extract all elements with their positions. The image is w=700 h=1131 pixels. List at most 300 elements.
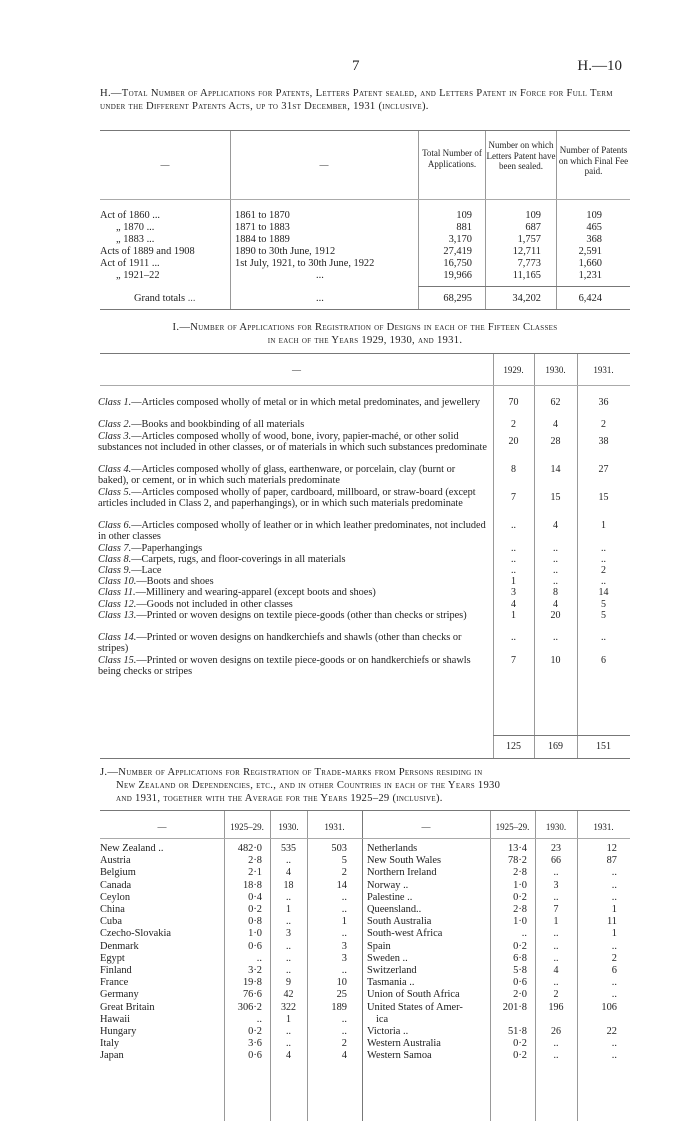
average-1925-29: 2·1 — [248, 867, 262, 879]
country-name: Cuba — [100, 916, 122, 928]
value-1930: .. — [286, 916, 291, 928]
design-class-number: Class 10. — [98, 576, 137, 588]
total-applications: 16,750 — [443, 258, 472, 269]
design-class-description: —Printed or woven designs on textile piece-goods or on handkerchiefs or shawls being checks or stripes — [98, 654, 471, 677]
letters-patent-sealed: 109 — [525, 210, 541, 221]
grand-total-sealed: 34,202 — [512, 293, 541, 304]
letters-patent-sealed: 687 — [525, 222, 541, 233]
value-1931: .. — [341, 965, 347, 976]
table-h-col-sealed: Number on which Letters Patent have been sealed. — [486, 140, 556, 171]
value-1929: .. — [511, 565, 516, 576]
value-1931: .. — [601, 632, 606, 644]
design-class-description: —Printed or woven designs on textile piece-goods (other than checks or stripes) — [136, 609, 467, 621]
table-h-total-rule — [418, 286, 630, 287]
value-1930: .. — [553, 1050, 559, 1062]
section-i-title: I.—Number of Applications for Registration of Designs in each of the Fifteen Classes — [172, 322, 558, 333]
section-j-title-line2: New Zealand or Dependencies, etc., and in other Countries in each of the Years 1930 — [116, 780, 501, 791]
section-i-subtitle: in each of the Years 1929, 1930, and 1931. — [267, 335, 463, 346]
average-1925-29: .. — [256, 952, 262, 964]
table-i-total-1930: 169 — [548, 741, 563, 752]
table-h-col-dash: — — [319, 160, 329, 170]
table-i-total-rule — [493, 735, 630, 736]
value-1930: .. — [286, 940, 291, 952]
value-1931: .. — [341, 928, 347, 940]
country-name: Germany — [100, 989, 139, 1001]
value-1931: 38 — [598, 435, 609, 447]
country-name: Switzerland — [367, 965, 417, 976]
total-applications: 109 — [456, 210, 472, 221]
country-name: Japan — [100, 1050, 124, 1062]
act-period: 1884 to 1889 — [235, 234, 290, 245]
value-1930: .. — [553, 867, 559, 879]
country-name: Denmark — [100, 940, 139, 952]
act-name: „ 1870 ... — [116, 222, 155, 233]
grand-totals-period: ... — [316, 293, 324, 304]
value-1929: 20 — [508, 435, 519, 447]
value-1931: 1 — [611, 904, 617, 915]
table-h-col-total: Total Number of Applications. — [422, 148, 482, 169]
value-1931: 3 — [341, 940, 347, 952]
value-1931: 2 — [601, 565, 606, 576]
average-1925-29: .. — [256, 1013, 262, 1025]
design-class-row — [98, 554, 488, 565]
average-1925-29: 2·8 — [513, 904, 527, 915]
value-1930: .. — [553, 632, 558, 644]
value-1930: 196 — [548, 1001, 564, 1013]
country-name: Great Britain — [100, 1001, 155, 1013]
design-class-description: —Articles composed wholly of wood, bone, ivory, papier-maché, or other solid substances not included in other classes, or of materials in which such substances predominate — [98, 430, 487, 453]
average-1925-29: 482·0 — [237, 843, 262, 854]
table-j-col-avg: 1925–29. — [230, 822, 264, 832]
design-class-row — [98, 431, 488, 465]
value-1931: .. — [601, 576, 606, 588]
value-1931: 4 — [341, 1050, 347, 1062]
value-1930: 322 — [281, 1001, 296, 1013]
value-1930: .. — [286, 952, 291, 964]
final-fee-paid: 465 — [586, 222, 602, 233]
act-name: Acts of 1889 and 1908 — [100, 246, 195, 257]
value-1930: 4 — [286, 867, 291, 879]
final-fee-paid: 368 — [586, 234, 602, 245]
value-1930: 66 — [551, 855, 561, 867]
act-name: Act of 1860 ... — [100, 210, 161, 221]
design-class-row — [98, 419, 488, 430]
average-1925-29: 51·8 — [507, 1026, 527, 1037]
value-1931: .. — [611, 940, 617, 952]
country-name: South-west Africa — [367, 928, 443, 940]
design-class-description: —Boots and shoes — [136, 576, 214, 588]
table-i-top-rule — [100, 353, 630, 354]
design-class-number: Class 15. — [98, 654, 137, 666]
value-1931: 11 — [606, 916, 617, 928]
table-j-col-dash: — — [157, 822, 167, 832]
design-class-number: Class 8. — [98, 553, 132, 565]
value-1930: .. — [553, 891, 559, 903]
country-name: Finland — [100, 965, 132, 976]
table-i-bottom-rule — [100, 758, 630, 759]
average-1925-29: 19·8 — [242, 977, 262, 989]
value-1930: .. — [553, 928, 559, 940]
value-1930: 20 — [550, 609, 561, 621]
design-class-number: Class 2. — [98, 419, 132, 431]
design-class-number: Class 9. — [98, 565, 132, 576]
value-1930: 10 — [550, 654, 561, 666]
value-1931: 10 — [336, 977, 347, 989]
table-j-col-avg-right: 1925–29. — [495, 822, 530, 832]
value-1930: .. — [286, 891, 291, 903]
value-1930: 4 — [286, 1050, 291, 1062]
total-applications: 19,966 — [443, 270, 472, 281]
average-1925-29: 78·2 — [507, 855, 527, 867]
value-1930: .. — [553, 952, 559, 964]
table-i-col-1931: 1931. — [593, 365, 614, 375]
country-name: Hawaii — [100, 1013, 131, 1025]
design-class-description: —Articles composed wholly of glass, earthenware, or porcelain, clay (burnt or baked), or cement, or in which such materials predominate — [98, 464, 456, 487]
average-1925-29: 18·8 — [242, 879, 262, 891]
value-1931: .. — [341, 1013, 347, 1025]
average-1925-29: 0·2 — [513, 1050, 527, 1062]
value-1930: 15 — [550, 491, 561, 503]
value-1930: 3 — [286, 928, 291, 940]
average-1925-29: 13·4 — [507, 843, 527, 854]
value-1930: 1 — [553, 916, 559, 928]
value-1931: 2 — [601, 419, 606, 431]
average-1925-29: 0·2 — [248, 1026, 262, 1037]
value-1930: 18 — [283, 879, 294, 891]
value-1930: 535 — [281, 843, 296, 854]
table-j-divider — [362, 811, 363, 1121]
country-name: Palestine .. — [367, 891, 413, 903]
value-1929: 1 — [511, 609, 516, 621]
average-1925-29: 76·6 — [242, 989, 262, 1001]
value-1931: .. — [611, 1038, 617, 1050]
country-name: Western Australia — [367, 1038, 441, 1050]
design-class-number: Class 6. — [98, 520, 132, 532]
country-name: Northern Ireland — [367, 867, 437, 879]
value-1930: 3 — [553, 879, 559, 891]
grand-totals-label: Grand totals ... — [134, 293, 196, 304]
value-1929: .. — [511, 632, 516, 644]
value-1929: 2 — [511, 419, 516, 431]
design-class-description: —Paperhangings — [131, 542, 203, 554]
final-fee-paid: 1,660 — [578, 258, 602, 269]
value-1930: 4 — [553, 965, 559, 976]
value-1930: .. — [553, 576, 558, 588]
value-1929: 4 — [511, 598, 516, 610]
value-1930: 4 — [553, 520, 558, 532]
design-class-row — [98, 487, 488, 521]
value-1930: .. — [553, 542, 558, 554]
value-1930: .. — [286, 855, 291, 867]
average-1925-29: 1·0 — [248, 928, 262, 940]
value-1930: 8 — [553, 587, 558, 599]
value-1931: 5 — [601, 609, 606, 621]
value-1931: 5 — [601, 598, 606, 610]
design-class-number: Class 11. — [98, 587, 136, 599]
value-1931: 6 — [611, 965, 617, 976]
act-period: 1861 to 1870 — [235, 210, 290, 221]
value-1930: 14 — [550, 464, 561, 476]
value-1931: 3 — [341, 952, 347, 964]
table-h-bottom-rule — [100, 309, 630, 310]
value-1931: 189 — [331, 1001, 347, 1013]
country-name: United States of Amer- — [367, 1001, 463, 1013]
value-1931: 36 — [598, 397, 609, 408]
value-1930: 62 — [550, 397, 561, 408]
act-name: „ 1921–22 — [116, 270, 160, 281]
value-1931: .. — [601, 542, 606, 554]
average-1925-29: 1·0 — [513, 916, 527, 928]
value-1930: .. — [286, 1026, 291, 1037]
table-i-total-1929: 125 — [506, 741, 521, 752]
average-1925-29: 6·8 — [513, 952, 527, 964]
average-1925-29: 0·2 — [513, 1038, 527, 1050]
act-name: Act of 1911 ... — [100, 258, 160, 269]
value-1930: .. — [286, 965, 291, 976]
country-name: Netherlands — [367, 843, 418, 854]
country-name: Ceylon — [100, 891, 131, 903]
design-class-description: —Books and bookbinding of all materials — [131, 419, 305, 431]
table-i-header-rule — [100, 385, 630, 386]
design-class-description: —Printed or woven designs on handkerchiefs and shawls (other than checks or stripes) — [98, 632, 462, 655]
design-class-row — [98, 576, 488, 587]
design-class-row — [98, 565, 488, 576]
value-1930: .. — [553, 940, 559, 952]
value-1931: 22 — [606, 1026, 617, 1037]
design-class-row — [98, 655, 488, 677]
design-class-number: Class 14. — [98, 632, 137, 644]
table-i-col-dash: — — [292, 365, 301, 375]
country-name: South Australia — [367, 916, 432, 928]
total-applications: 881 — [456, 222, 472, 233]
country-name: Hungary — [100, 1026, 137, 1037]
value-1931: 2 — [341, 867, 347, 879]
value-1931: .. — [341, 904, 347, 915]
country-name: Canada — [100, 879, 132, 891]
letters-patent-sealed: 11,165 — [512, 270, 541, 281]
design-class-number: Class 5. — [98, 486, 132, 498]
design-class-number: Class 13. — [98, 609, 137, 621]
total-applications: 27,419 — [443, 246, 472, 257]
average-1925-29: 0·2 — [513, 940, 527, 952]
value-1931: .. — [611, 879, 617, 891]
section-h-title: H.—Total Number of Applications for Patents, Letters Patent sealed, and Letters Patent in Force for Full Term under the Different Patents Acts, up to 31st December, 1931 (inclusive). — [100, 88, 613, 112]
average-1925-29: 0·6 — [513, 977, 527, 989]
page-number: 7 — [352, 58, 360, 74]
value-1930: .. — [286, 1038, 291, 1050]
design-class-row — [98, 397, 488, 419]
value-1931: 14 — [598, 587, 609, 599]
average-1925-29: 2·8 — [513, 867, 527, 879]
design-class-row — [98, 520, 488, 542]
section-j-title: J.—Number of Applications for Registration of Trade-marks from Persons residing in — [100, 767, 483, 778]
table-i-col-1930: 1930. — [545, 365, 566, 375]
design-class-row — [98, 587, 488, 598]
country-name: New South Wales — [367, 855, 442, 867]
final-fee-paid: 1,231 — [578, 270, 602, 281]
average-1925-29: 3·6 — [248, 1038, 262, 1050]
value-1931: .. — [341, 1026, 347, 1037]
country-name: Queensland.. — [367, 904, 422, 915]
average-1925-29: 0·6 — [248, 940, 262, 952]
grand-total-applications: 68,295 — [443, 293, 472, 304]
design-class-description: —Carpets, rugs, and floor-coverings in all materials — [131, 553, 346, 565]
table-j-header-rule — [100, 838, 630, 839]
value-1931: 106 — [601, 1001, 617, 1013]
average-1925-29: 2·0 — [513, 989, 527, 1001]
country-name: Spain — [367, 940, 391, 952]
act-period: 1890 to 30th June, 1912 — [235, 246, 336, 257]
average-1925-29: 0·6 — [248, 1050, 262, 1062]
country-name: France — [100, 977, 129, 989]
table-h-col-dash: — — [160, 160, 170, 170]
country-name: ica — [376, 1013, 389, 1025]
value-1931: .. — [611, 891, 617, 903]
average-1925-29: 3·2 — [248, 965, 262, 976]
value-1931: 27 — [598, 464, 609, 476]
value-1930: 1 — [286, 904, 291, 915]
table-j-top-rule — [100, 810, 630, 811]
design-class-description: —Millinery and wearing-apparel (except boots and shoes) — [135, 587, 376, 599]
letters-patent-sealed: 12,711 — [512, 246, 541, 257]
value-1931: 2 — [611, 952, 617, 964]
grand-total-final: 6,424 — [578, 293, 602, 304]
design-class-description: —Articles composed wholly of metal or in which metal predominates, and jewellery — [131, 397, 481, 408]
value-1931: 12 — [606, 843, 617, 854]
design-class-number: Class 4. — [98, 464, 132, 476]
average-1925-29: 0·4 — [248, 891, 262, 903]
table-j-col-1930: 1930. — [278, 822, 299, 832]
average-1925-29: 0·2 — [513, 891, 527, 903]
table-i-col-1929: 1929. — [503, 365, 524, 375]
value-1929: .. — [511, 542, 516, 554]
value-1930: .. — [553, 977, 559, 989]
value-1930: 4 — [553, 598, 558, 610]
value-1931: .. — [611, 989, 617, 1001]
value-1931: 14 — [336, 879, 347, 891]
country-name: Union of South Africa — [367, 989, 460, 1001]
value-1930: 42 — [283, 989, 294, 1001]
country-name: Egypt — [100, 952, 125, 964]
country-name: Czecho-Slovakia — [100, 928, 171, 940]
table-j-col-1930-right: 1930. — [545, 822, 567, 832]
value-1930: .. — [553, 565, 558, 576]
total-applications: 3,170 — [448, 234, 472, 245]
table-h-top-rule — [100, 130, 630, 131]
country-name: Norway .. — [367, 879, 409, 891]
value-1929: 8 — [511, 464, 516, 476]
table-h-col-final: Number of Patents on which Final Fee paid. — [558, 145, 629, 176]
act-name: „ 1883 ... — [116, 234, 155, 245]
design-class-number: Class 3. — [98, 430, 132, 442]
value-1931: 503 — [331, 843, 347, 854]
value-1930: 9 — [286, 977, 291, 989]
value-1929: 3 — [511, 587, 516, 599]
value-1931: 5 — [341, 855, 347, 867]
act-period: 1st July, 1921, to 30th June, 1922 — [235, 258, 375, 269]
value-1931: 6 — [601, 654, 606, 666]
country-name: Tasmania .. — [367, 977, 415, 989]
design-class-row — [98, 464, 488, 486]
value-1930: 1 — [286, 1013, 291, 1025]
value-1930: 2 — [553, 989, 559, 1001]
design-class-description: —Articles composed wholly of paper, cardboard, millboard, or straw-board (except articles included in Class 2, and paperhangings), or in which such materials predominate — [98, 486, 476, 509]
letters-patent-sealed: 7,773 — [517, 258, 541, 269]
value-1931: .. — [341, 891, 347, 903]
average-1925-29: 2·8 — [248, 855, 262, 867]
design-class-description: —Goods not included in other classes — [136, 598, 293, 610]
value-1931: .. — [611, 977, 617, 989]
value-1929: .. — [511, 520, 516, 532]
value-1929: 7 — [511, 491, 516, 503]
value-1930: 4 — [553, 419, 558, 431]
value-1931: 25 — [336, 989, 347, 1001]
value-1931: 15 — [598, 491, 609, 503]
letters-patent-sealed: 1,757 — [517, 234, 541, 245]
final-fee-paid: 2,591 — [578, 246, 602, 257]
table-j-col-1931-right: 1931. — [593, 822, 614, 832]
act-period: 1871 to 1883 — [235, 222, 290, 233]
table-i-total-1931: 151 — [596, 741, 611, 752]
country-name: Austria — [100, 855, 131, 867]
design-class-row — [98, 632, 488, 654]
value-1929: 7 — [511, 654, 516, 666]
country-name: Sweden .. — [367, 952, 408, 964]
value-1930: .. — [553, 1038, 559, 1050]
value-1930: 28 — [550, 435, 561, 447]
design-class-number: Class 1. — [98, 397, 132, 408]
final-fee-paid: 109 — [586, 210, 602, 221]
value-1931: 1 — [611, 928, 617, 940]
section-j-title-line3: and 1931, together with the Average for the Years 1925–29 (inclusive). — [116, 793, 443, 804]
table-h-header-rule — [100, 199, 630, 200]
document-reference: H.—10 — [577, 58, 622, 74]
country-name: Victoria .. — [367, 1026, 409, 1037]
value-1930: 26 — [551, 1026, 561, 1037]
average-1925-29: 5·8 — [513, 965, 527, 976]
value-1931: 1 — [601, 520, 606, 532]
table-j-col-1931: 1931. — [324, 822, 345, 832]
table-j-col-dash-right: — — [421, 822, 431, 832]
design-class-description: —Articles composed wholly of leather or in which leather predominates, not included in other classes — [98, 520, 486, 543]
value-1929: 70 — [508, 397, 519, 408]
design-class-row — [98, 610, 488, 632]
value-1931: .. — [611, 1050, 617, 1062]
value-1931: .. — [601, 553, 606, 565]
value-1930: .. — [553, 553, 558, 565]
value-1931: 2 — [341, 1038, 347, 1050]
country-name: New Zealand .. — [100, 843, 164, 854]
average-1925-29: 0·8 — [248, 916, 262, 928]
country-name: Belgium — [100, 867, 136, 879]
average-1925-29: 0·2 — [248, 904, 262, 915]
value-1929: .. — [511, 553, 516, 565]
value-1930: 23 — [551, 843, 561, 854]
country-name: Italy — [100, 1038, 120, 1050]
value-1930: 7 — [553, 904, 559, 915]
country-name: Western Samoa — [367, 1050, 432, 1062]
value-1931: 87 — [606, 855, 617, 867]
design-class-row — [98, 543, 488, 554]
average-1925-29: 201·8 — [502, 1001, 527, 1013]
design-class-description: —Lace — [131, 565, 162, 576]
value-1931: 1 — [341, 916, 347, 928]
value-1929: 1 — [511, 576, 516, 588]
country-name: China — [100, 904, 125, 915]
act-period: ... — [316, 270, 324, 281]
average-1925-29: 1·0 — [513, 879, 527, 891]
average-1925-29: .. — [521, 928, 527, 940]
